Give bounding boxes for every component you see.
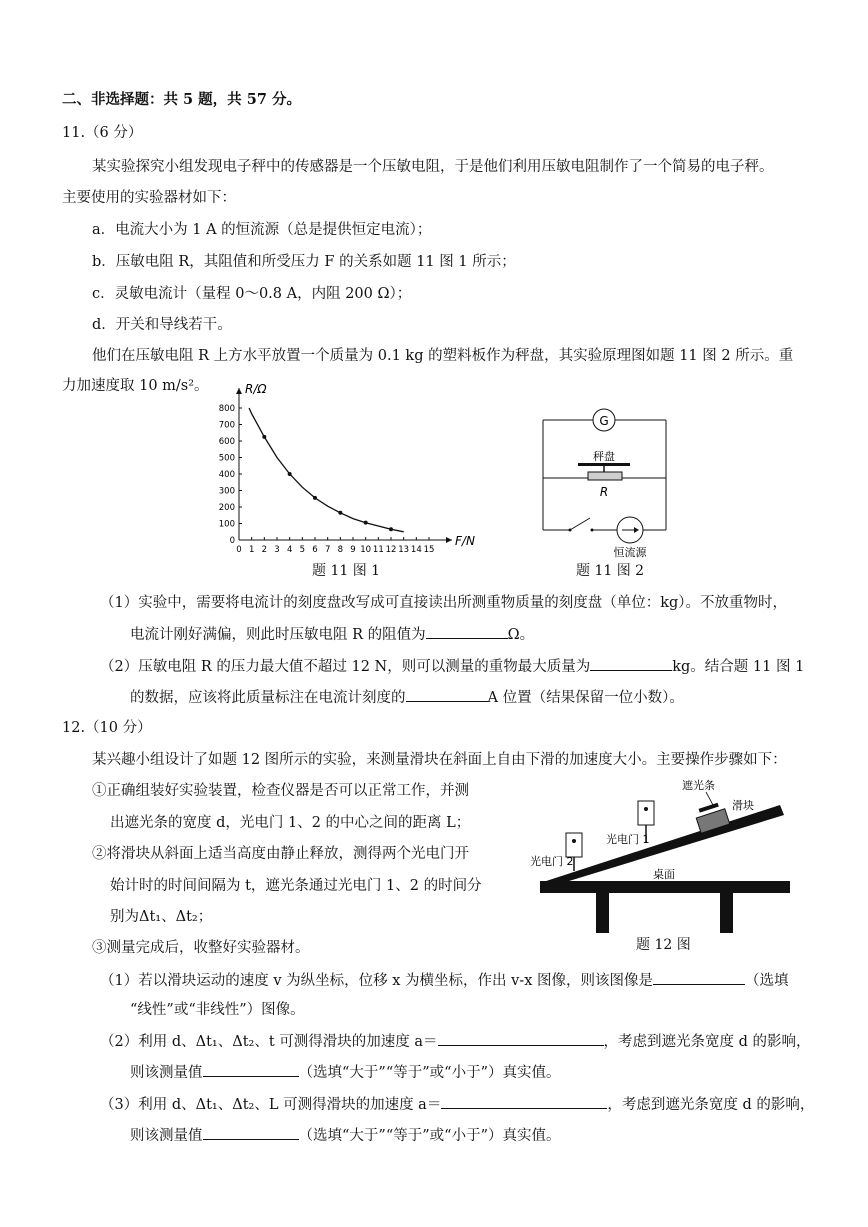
q12-sub2-end: ，考虑到遮光条宽度 d 的影响， (603, 1034, 811, 1050)
data-point (389, 527, 393, 531)
q11-sub2-line2 (130, 687, 684, 708)
q12-sub3-text2: 则该测量值 (130, 1128, 203, 1144)
q11-header: 11.（6 分） (62, 125, 143, 141)
x-tick-label: 13 (398, 545, 410, 555)
q12-sub3-text: （3）利用 d、Δt₁、Δt₂、L 可测得滑块的加速度 a＝ (100, 1097, 442, 1113)
q12-step1-line1: ①正确组装好实验装置，检查仪器是否可以正常工作，并测 (92, 783, 469, 799)
q12-step2-line3: 别为Δt₁、Δt₂； (110, 909, 213, 925)
photogate-1-icon (638, 801, 654, 825)
q11-intro-line2: 主要使用的实验器材如下： (62, 190, 236, 206)
q11-item-c: c．灵敏电流计（量程 0～0.8 A，内阻 200 Ω）； (92, 286, 412, 302)
section-title: 二、非选择题：共 5 题，共 57 分。 (62, 91, 301, 108)
source-label: 恒流源 (613, 546, 647, 559)
q11-sub2-unit: kg。结合题 11 图 1 (672, 659, 805, 675)
q12-fig-apparatus (528, 775, 808, 935)
strip-label: 遮光条 (682, 779, 715, 792)
x-tick-label: 12 (385, 545, 397, 555)
q11-sub1-answer-blank[interactable] (426, 624, 508, 639)
q12-sub3-accel-blank[interactable] (441, 1094, 607, 1109)
q11-intro-line1: 某实验探究小组发现电子秤中的传感器是一个压敏电阻，于是他们利用压敏电阻制作了一个简易的电子秤。 (92, 159, 774, 175)
q12-sub2-text2: 则该测量值 (130, 1065, 203, 1081)
pan-label: 秤盘 (593, 450, 615, 463)
photogate-2-icon (566, 833, 582, 857)
q11-fig1-caption: 题 11 图 1 (312, 563, 381, 579)
data-point (262, 435, 266, 439)
x-tick-label: 0 (236, 545, 242, 555)
x-axis-label: F/N (455, 534, 475, 548)
q11-item-b: b．压敏电阻 R，其阻值和所受压力 F 的关系如题 11 图 1 所示； (92, 254, 516, 270)
x-tick-label: 6 (312, 545, 318, 555)
x-tick-label: 1 (248, 545, 255, 555)
q12-header: 12.（10 分） (62, 720, 152, 736)
y-tick-label: 500 (218, 453, 235, 464)
x-tick-label: 5 (299, 545, 306, 555)
table-label: 桌面 (653, 868, 675, 881)
q12-sub2-compare-blank[interactable] (203, 1062, 299, 1077)
q11-item-d: d．开关和导线若干。 (92, 317, 232, 333)
q11-fig2-caption: 题 11 图 2 (576, 563, 645, 579)
q11-principle-line2: 力加速度取 10 m/s²。 (62, 378, 209, 394)
photogate-1-lens (644, 807, 648, 811)
y-axis-arrow (236, 388, 242, 394)
q11-fig2-circuit (540, 400, 670, 560)
q11-fig1-chart (212, 380, 482, 555)
resistor-label: R (599, 485, 609, 499)
q12-sub2-text: （2）利用 d、Δt₁、Δt₂、t 可测得滑块的加速度 a＝ (100, 1034, 438, 1050)
q12-sub3-line1 (100, 1094, 814, 1115)
pressure-resistor (588, 472, 622, 480)
q11-sub1-text: 电流计刚好满偏，则此时压敏电阻 R 的阻值为 (130, 627, 426, 643)
q12-sub3-compare-blank[interactable] (203, 1125, 299, 1140)
y-tick-label: 100 (218, 519, 235, 530)
q12-sub1-text: （1）若以滑块运动的速度 v 为纵坐标，位移 x 为横坐标，作出 v-x 图像，则该图像是 (100, 973, 654, 989)
q11-sub2-text: （2）压敏电阻 R 的压力最大值不超过 12 N，则可以测量的重物最大质量为 (100, 659, 591, 675)
photogate-1-label: 光电门 1 (606, 833, 650, 846)
y-tick-label: 800 (218, 404, 235, 414)
switch-contact-right (591, 529, 594, 532)
x-tick-label: 14 (410, 545, 422, 555)
data-point (313, 496, 317, 500)
data-point (364, 521, 368, 525)
x-tick-label: 9 (350, 545, 356, 555)
x-tick-label: 7 (324, 545, 331, 555)
pan-plate (578, 463, 630, 466)
q12-sub3-end2: （选填“大于”“等于”或“小于”）真实值。 (298, 1128, 561, 1144)
q11-sub2-text2: 的数据，应该将此质量标注在电流计刻度的 (130, 690, 406, 706)
y-axis-label: R/Ω (245, 382, 267, 396)
q12-sub1-line2: “线性”或“非线性”）图像。 (130, 1002, 305, 1018)
q11-item-a: a．电流大小为 1 A 的恒流源（总是提供恒定电流）； (92, 222, 432, 238)
q12-sub1-end: （选填 (745, 973, 789, 989)
x-tick-label: 2 (261, 545, 268, 555)
x-tick-label: 10 (360, 545, 372, 555)
x-tick-label: 11 (372, 545, 384, 555)
q12-intro: 某兴趣小组设计了如题 12 图所示的实验，来测量滑块在斜面上自由下滑的加速度大小。主要操作步骤如下： (92, 752, 787, 768)
table-leg-right (720, 893, 733, 933)
y-tick-label: 200 (218, 503, 235, 513)
q12-sub2-line2 (130, 1062, 560, 1083)
strip-pointer (706, 792, 713, 805)
y-tick-label: 600 (218, 437, 235, 447)
slider-label: 滑块 (732, 799, 754, 812)
q11-sub1-unit: Ω。 (507, 627, 535, 643)
q12-step2-line2: 始计时的时间间隔为 t，遮光条通过光电门 1、2 的时间分 (110, 878, 482, 894)
data-point (288, 472, 292, 476)
y-tick-label: 300 (218, 486, 235, 497)
q12-sub2-line1 (100, 1031, 811, 1052)
r-f-curve (249, 408, 404, 532)
q11-sub2-line1 (100, 656, 804, 677)
q12-fig-caption: 题 12 图 (636, 937, 691, 953)
q11-principle-line1: 他们在压敏电阻 R 上方水平放置一个质量为 0.1 kg 的塑料板作为秤盘，其实验原理图如题 11 图 2 所示。重 (92, 348, 794, 364)
q12-sub2-end2: （选填“大于”“等于”或“小于”）真实值。 (298, 1065, 561, 1081)
q11-sub2-current-blank[interactable] (406, 687, 488, 702)
switch-icon (570, 518, 590, 530)
table-leg-left (596, 893, 609, 933)
q12-sub3-line2 (130, 1125, 560, 1146)
q11-sub2-mass-blank[interactable] (590, 656, 672, 671)
photogate-2-lens (572, 839, 576, 843)
q11-sub1-line2 (130, 624, 534, 645)
q11-sub2-end: A 位置（结果保留一位小数）。 (487, 690, 684, 706)
x-tick-label: 15 (423, 545, 435, 555)
q12-sub3-end: ，考虑到遮光条宽度 d 的影响， (607, 1097, 815, 1113)
x-tick-label: 8 (337, 545, 344, 555)
q12-step2-line1: ②将滑块从斜面上适当高度由静止释放，测得两个光电门开 (92, 846, 469, 862)
x-tick-label: 3 (274, 545, 280, 555)
q12-sub1-answer-blank[interactable] (653, 970, 745, 985)
x-axis-arrow (446, 537, 452, 543)
x-tick-label: 4 (286, 545, 293, 555)
y-tick-label: 0 (229, 536, 235, 546)
q12-step1-line2: 出遮光条的宽度 d，光电门 1、2 的中心之间的距离 L； (110, 815, 471, 831)
y-tick-label: 400 (218, 470, 235, 480)
q12-sub1-line1 (100, 970, 789, 991)
q12-step3: ③测量完成后，收整好实验器材。 (92, 940, 310, 956)
data-point (338, 511, 342, 515)
table-top (540, 881, 790, 893)
photogate-2-label: 光电门 2 (530, 855, 574, 868)
q12-sub2-accel-blank[interactable] (438, 1031, 604, 1046)
galvanometer-label: G (599, 414, 609, 428)
q11-sub1-line1: （1）实验中，需要将电流计的刻度盘改写成可直接读出所测重物质量的刻度盘（单位：kg）。不放重物时， (100, 595, 788, 611)
y-tick-label: 700 (218, 420, 235, 431)
